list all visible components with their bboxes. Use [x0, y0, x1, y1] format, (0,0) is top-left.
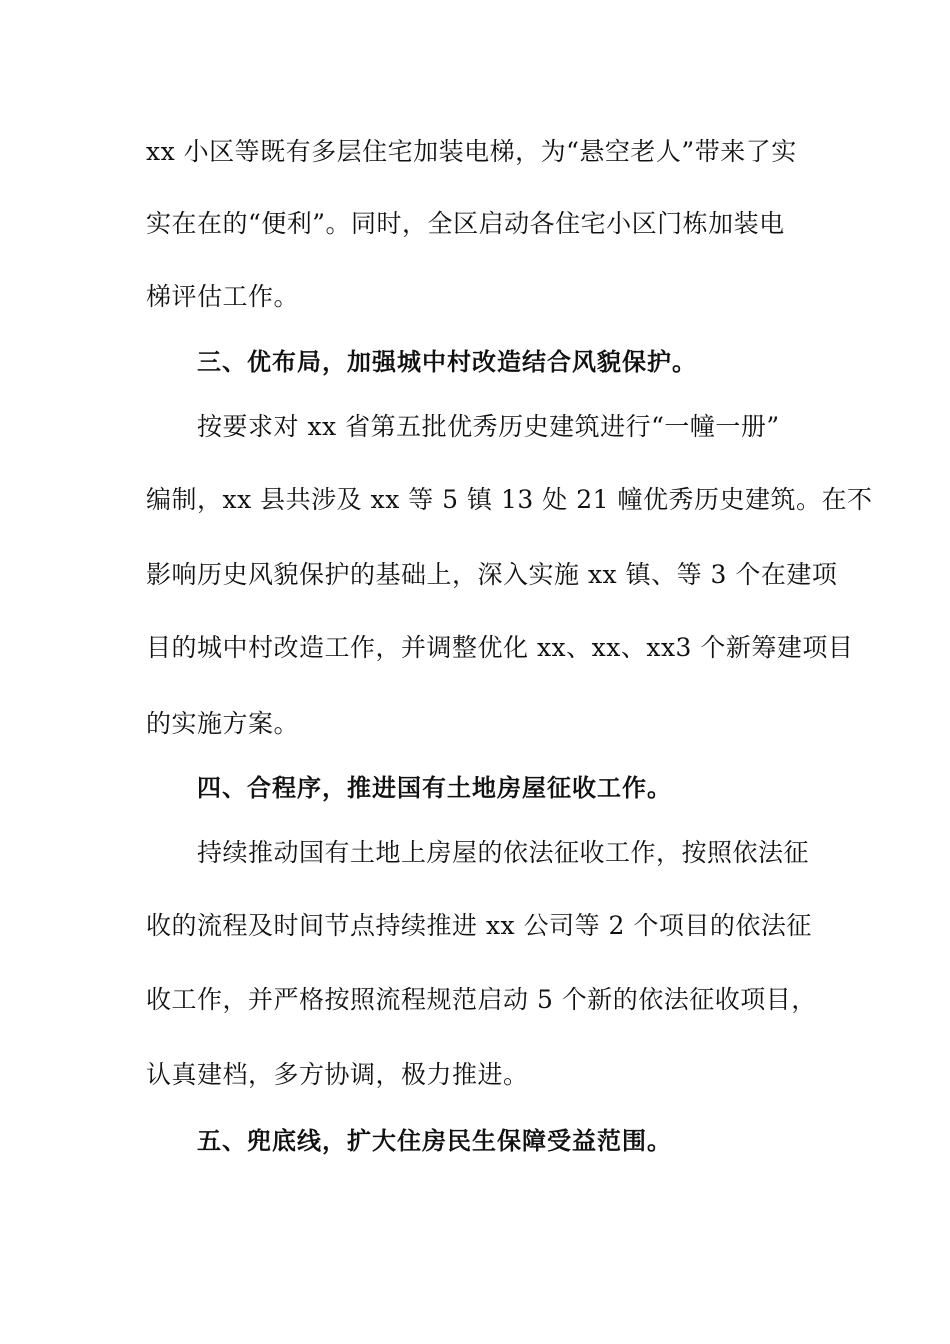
- section-heading-4: 四、合程序，推进国有土地房屋征收工作。: [197, 774, 672, 802]
- paragraph-line: 按要求对 xx 省第五批优秀历史建筑进行“一幢一册”: [197, 412, 780, 441]
- paragraph-line: xx 小区等既有多层住宅加装电梯，为“悬空老人”带来了实: [146, 137, 797, 166]
- paragraph-line: 目的城中村改造工作，并调整优化 xx、xx、xx3 个新筹建项目: [146, 633, 854, 662]
- paragraph-line: 实在在的“便利”。同时，全区启动各住宅小区门栋加装电: [146, 209, 785, 238]
- paragraph-line: 认真建档，多方协调，极力推进。: [146, 1060, 529, 1089]
- paragraph-line: 影响历史风貌保护的基础上，深入实施 xx 镇、等 3 个在建项: [146, 560, 838, 589]
- paragraph-line: 梯评估工作。: [146, 282, 300, 311]
- section-heading-5: 五、兜底线，扩大住房民生保障受益范围。: [197, 1127, 672, 1155]
- paragraph-line: 收工作，并严格按照流程规范启动 5 个新的依法征收项目，: [146, 985, 817, 1014]
- paragraph-line: 的实施方案。: [146, 709, 300, 738]
- paragraph-line: 收的流程及时间节点持续推进 xx 公司等 2 个项目的依法征: [146, 911, 812, 940]
- paragraph-line: 编制，xx 县共涉及 xx 等 5 镇 13 处 21 幢优秀历史建筑。在不: [146, 485, 873, 514]
- section-heading-3: 三、优布局，加强城中村改造结合风貌保护。: [197, 348, 697, 376]
- paragraph-line: 持续推动国有土地上房屋的依法征收工作，按照依法征: [197, 838, 810, 867]
